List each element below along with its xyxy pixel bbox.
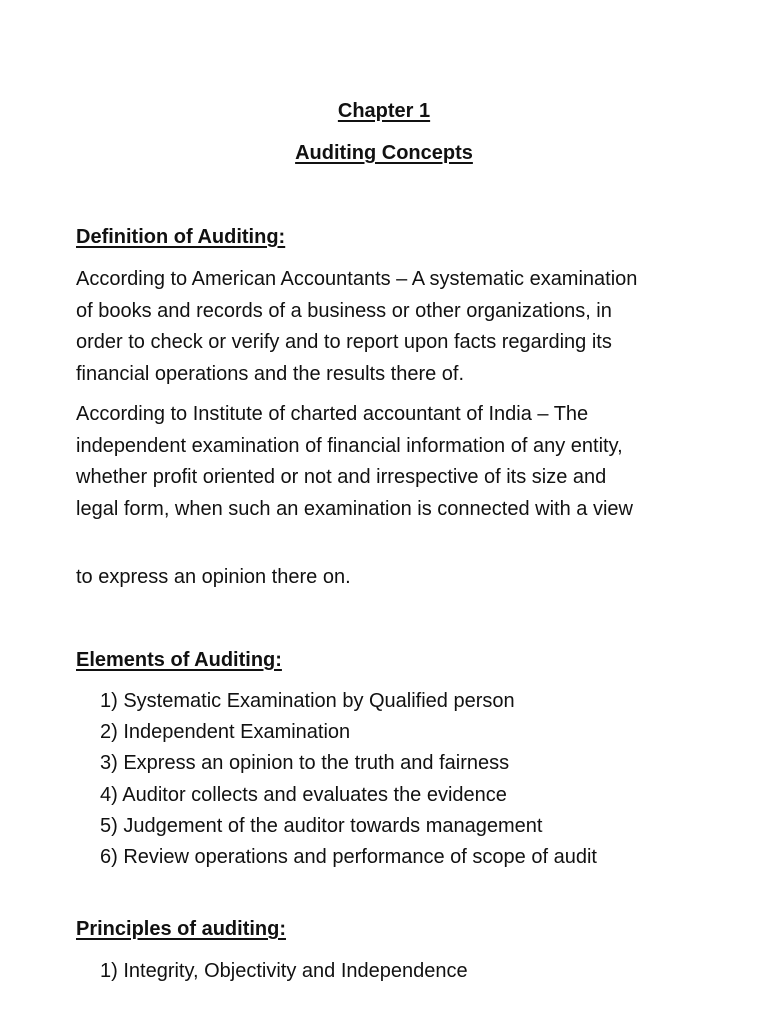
paragraph-line: independent examination of financial information of any entity,	[76, 434, 623, 457]
paragraph-line: whether profit oriented or not and irrespective of its size and	[76, 466, 607, 488]
elements-heading: Elements of Auditing:	[76, 649, 282, 671]
list-item: 4) Auditor collects and evaluates the evidence	[100, 783, 507, 806]
principles-list	[100, 956, 468, 987]
list-item: 1) Integrity, Objectivity and Independence	[100, 960, 468, 982]
list-item: 6) Review operations and performance of scope of audit	[100, 846, 597, 869]
paragraph-line: order to check or verify and to report upon facts regarding its	[76, 331, 612, 353]
definition-paragraph-2	[76, 399, 716, 525]
elements-list	[100, 686, 597, 873]
list-item: 1) Systematic Examination by Qualified person	[100, 690, 515, 712]
paragraph-line: According to Institute of charted accountant of India – The	[76, 403, 589, 425]
list-item: 3) Express an opinion to the truth and fairness	[100, 752, 510, 775]
definition-paragraph-1	[76, 264, 716, 390]
paragraph-line: financial operations and the results there of.	[76, 362, 465, 385]
definition-paragraph-2-continued	[76, 562, 716, 594]
list-item: 2) Independent Examination	[100, 721, 351, 744]
principles-heading: Principles of auditing:	[76, 918, 287, 940]
paragraph-line: of books and records of a business or other organizations, in	[76, 299, 612, 322]
list-item: 5) Judgement of the auditor towards management	[100, 814, 543, 837]
definition-heading: Definition of Auditing:	[76, 226, 286, 248]
paragraph-line: to express an opinion there on.	[76, 566, 351, 588]
chapter-title: Auditing Concepts	[295, 142, 473, 164]
chapter-number: Chapter 1	[337, 100, 431, 122]
paragraph-line: According to American Accountants – A systematic examination	[76, 268, 638, 290]
paragraph-line: legal form, when such an examination is connected with a view	[76, 497, 633, 520]
